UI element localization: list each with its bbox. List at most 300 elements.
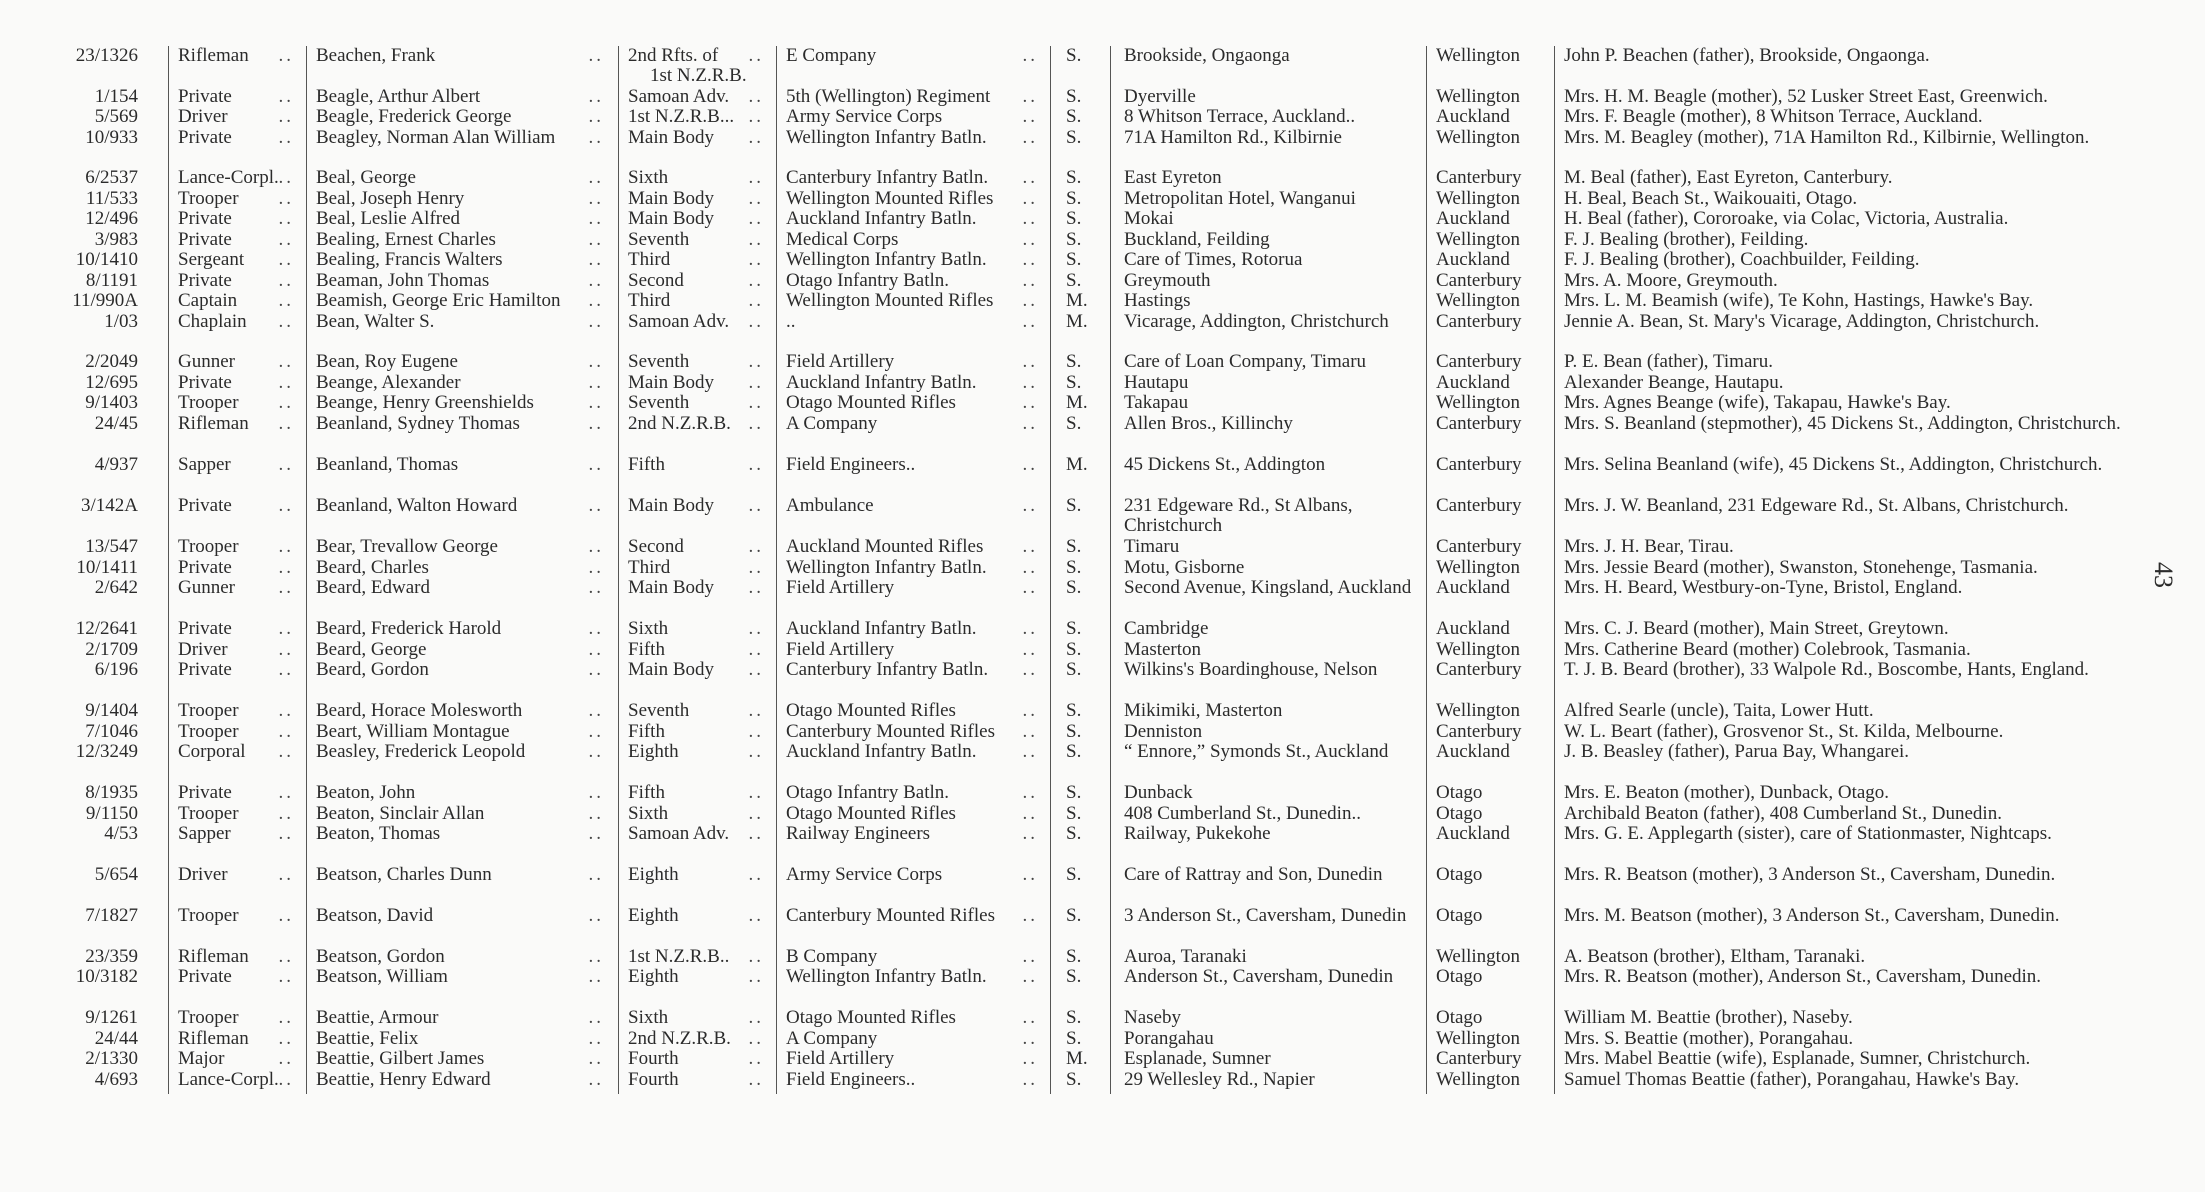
soldier-name: Beal, Joseph Henry .. <box>316 189 606 209</box>
roll-number: 23/1326 <box>75 45 138 66</box>
last-address: 408 Cumberland St., Dunedin.. <box>1124 803 1361 824</box>
draft: Sixth .. <box>628 804 766 824</box>
marital-status: S. <box>1066 905 1082 926</box>
draft: Samoan Adv. .. <box>628 87 766 107</box>
draft: Eighth .. <box>628 967 766 987</box>
soldier-name: Beatson, William .. <box>316 967 606 987</box>
unit: Auckland Infantry Batln. .. <box>786 742 1040 762</box>
unit: Field Artillery .. <box>786 1049 1040 1069</box>
rank: Corporal .. <box>178 742 296 762</box>
unit: E Company .. <box>786 46 1040 66</box>
roll-number: 10/3182 <box>75 966 138 987</box>
next-of-kin: Alexander Beange, Hautapu. <box>1564 372 1784 393</box>
last-address: Care of Rattray and Son, Dunedin <box>1124 864 1383 885</box>
soldier-name: Beattie, Felix .. <box>316 1029 606 1049</box>
last-address: Naseby <box>1124 1007 1181 1028</box>
roll-number: 9/1150 <box>85 803 138 824</box>
marital-status: S. <box>1066 1007 1082 1028</box>
district: Otago <box>1436 864 1483 885</box>
page-number: 43 <box>2149 562 2178 588</box>
column-rule <box>1426 46 1427 1094</box>
unit: Auckland Infantry Batln. .. <box>786 373 1040 393</box>
soldier-name: Bean, Roy Eugene .. <box>316 352 606 372</box>
unit: Army Service Corps .. <box>786 107 1040 127</box>
unit: Field Artillery .. <box>786 578 1040 598</box>
unit: A Company .. <box>786 1029 1040 1049</box>
draft: Fifth .. <box>628 722 766 742</box>
district: Auckland <box>1436 208 1510 229</box>
next-of-kin: William M. Beattie (brother), Naseby. <box>1564 1007 1853 1028</box>
roll-number: 8/1935 <box>85 782 138 803</box>
last-address: Motu, Gisborne <box>1124 557 1245 578</box>
rank: Private .. <box>178 87 296 107</box>
rank: Trooper .. <box>178 189 296 209</box>
rank: Trooper .. <box>178 804 296 824</box>
soldier-name: Beaton, Sinclair Allan .. <box>316 804 606 824</box>
unit: Otago Mounted Rifles .. <box>786 701 1040 721</box>
draft: Seventh .. <box>628 230 766 250</box>
district: Auckland <box>1436 741 1510 762</box>
marital-status: S. <box>1066 45 1082 66</box>
column-rule <box>618 46 619 1094</box>
marital-status: M. <box>1066 290 1088 311</box>
marital-status: S. <box>1066 946 1082 967</box>
last-address: 231 Edgeware Rd., St Albans, Christchurch <box>1124 495 1353 537</box>
soldier-name: Beal, Leslie Alfred .. <box>316 209 606 229</box>
rank: Private .. <box>178 660 296 680</box>
roll-number: 1/03 <box>104 311 138 332</box>
next-of-kin: John P. Beachen (father), Brookside, Ongaonga. <box>1564 45 1930 66</box>
rank: Gunner .. <box>178 352 296 372</box>
next-of-kin: Mrs. H. M. Beagle (mother), 52 Lusker Street East, Greenwich. <box>1564 86 2048 107</box>
district: Auckland <box>1436 577 1510 598</box>
marital-status: S. <box>1066 106 1082 127</box>
soldier-name: Bear, Trevallow George .. <box>316 537 606 557</box>
rank: Trooper .. <box>178 393 296 413</box>
rank: Driver .. <box>178 865 296 885</box>
marital-status: S. <box>1066 639 1082 660</box>
unit: Wellington Infantry Batln. .. <box>786 967 1040 987</box>
column-rule <box>168 46 169 1094</box>
marital-status: S. <box>1066 577 1082 598</box>
rank: Major .. <box>178 1049 296 1069</box>
next-of-kin: Mrs. C. J. Beard (mother), Main Street, Greytown. <box>1564 618 1949 639</box>
soldier-name: Beattie, Gilbert James .. <box>316 1049 606 1069</box>
rank: Rifleman .. <box>178 414 296 434</box>
roll-number: 1/154 <box>94 86 138 107</box>
rank: Private .. <box>178 230 296 250</box>
district: Canterbury <box>1436 536 1522 557</box>
rank: Sapper .. <box>178 824 296 844</box>
marital-status: S. <box>1066 741 1082 762</box>
draft: Sixth .. <box>628 619 766 639</box>
last-address: 29 Wellesley Rd., Napier <box>1124 1069 1315 1090</box>
unit: Auckland Mounted Rifles .. <box>786 537 1040 557</box>
last-address: Railway, Pukekohe <box>1124 823 1271 844</box>
marital-status: S. <box>1066 270 1082 291</box>
rank: Gunner .. <box>178 578 296 598</box>
soldier-name: Beagle, Arthur Albert .. <box>316 87 606 107</box>
soldier-name: Beatson, Gordon .. <box>316 947 606 967</box>
roll-number: 24/45 <box>94 413 138 434</box>
roll-number: 6/2537 <box>85 167 138 188</box>
draft: Main Body .. <box>628 128 766 148</box>
unit: Field Engineers.. .. <box>786 455 1040 475</box>
last-address: Auroa, Taranaki <box>1124 946 1247 967</box>
soldier-name: Beart, William Montague .. <box>316 722 606 742</box>
draft: Third .. <box>628 250 766 270</box>
unit: .. .. <box>786 312 1040 332</box>
next-of-kin: Mrs. Agnes Beange (wife), Takapau, Hawke's Bay. <box>1564 392 1951 413</box>
next-of-kin: F. J. Bealing (brother), Feilding. <box>1564 229 1809 250</box>
rank: Trooper .. <box>178 906 296 926</box>
rank: Trooper .. <box>178 1008 296 1028</box>
last-address: Cambridge <box>1124 618 1209 639</box>
last-address: Wilkins's Boardinghouse, Nelson <box>1124 659 1378 680</box>
rank: Driver .. <box>178 107 296 127</box>
soldier-name: Beaton, John .. <box>316 783 606 803</box>
draft: Samoan Adv. .. <box>628 312 766 332</box>
rank: Private .. <box>178 271 296 291</box>
unit: Otago Mounted Rifles .. <box>786 393 1040 413</box>
next-of-kin: A. Beatson (brother), Eltham, Taranaki. <box>1564 946 1866 967</box>
last-address: Mokai <box>1124 208 1174 229</box>
roll-number: 4/53 <box>104 823 138 844</box>
next-of-kin: Mrs. J. W. Beanland, 231 Edgeware Rd., St. Albans, Christchurch. <box>1564 495 2069 516</box>
marital-status: M. <box>1066 1048 1088 1069</box>
unit: Otago Infantry Batln. .. <box>786 271 1040 291</box>
soldier-name: Beard, George .. <box>316 640 606 660</box>
draft: Main Body .. <box>628 496 766 516</box>
roll-number: 3/142A <box>81 495 138 516</box>
district: Auckland <box>1436 106 1510 127</box>
draft: Main Body .. <box>628 189 766 209</box>
rank: Sergeant .. <box>178 250 296 270</box>
marital-status: S. <box>1066 557 1082 578</box>
rank: Lance-Corpl. .. <box>178 168 296 188</box>
last-address: Dyerville <box>1124 86 1196 107</box>
unit: Ambulance .. <box>786 496 1040 516</box>
draft: Sixth .. <box>628 1008 766 1028</box>
roll-number: 5/654 <box>94 864 138 885</box>
marital-status: S. <box>1066 208 1082 229</box>
soldier-name: Beaman, John Thomas .. <box>316 271 606 291</box>
last-address: “ Ennore,” Symonds St., Auckland <box>1124 741 1389 762</box>
district: Canterbury <box>1436 721 1522 742</box>
unit: A Company .. <box>786 414 1040 434</box>
last-address: East Eyreton <box>1124 167 1222 188</box>
next-of-kin: Mrs. F. Beagle (mother), 8 Whitson Terrace, Auckland. <box>1564 106 1983 127</box>
district: Wellington <box>1436 127 1520 148</box>
roll-number: 11/990A <box>72 290 138 311</box>
soldier-name: Beattie, Henry Edward .. <box>316 1070 606 1090</box>
roll-number: 2/1709 <box>85 639 138 660</box>
soldier-name: Bealing, Francis Walters .. <box>316 250 606 270</box>
next-of-kin: Mrs. Catherine Beard (mother) Colebrook, Tasmania. <box>1564 639 1971 660</box>
soldier-name: Beard, Charles .. <box>316 558 606 578</box>
district: Otago <box>1436 966 1483 987</box>
next-of-kin: Mrs. Mabel Beattie (wife), Esplanade, Sumner, Christchurch. <box>1564 1048 2031 1069</box>
marital-status: S. <box>1066 721 1082 742</box>
marital-status: S. <box>1066 1028 1082 1049</box>
marital-status: S. <box>1066 618 1082 639</box>
roll-number: 9/1404 <box>85 700 138 721</box>
draft: Eighth .. <box>628 906 766 926</box>
draft: Third .. <box>628 558 766 578</box>
marital-status: S. <box>1066 1069 1082 1090</box>
unit: Wellington Mounted Rifles .. <box>786 291 1040 311</box>
marital-status: S. <box>1066 249 1082 270</box>
last-address: Brookside, Ongaonga <box>1124 45 1290 66</box>
next-of-kin: Alfred Searle (uncle), Taita, Lower Hutt. <box>1564 700 1874 721</box>
district: Wellington <box>1436 86 1520 107</box>
roll-number: 11/533 <box>85 188 138 209</box>
unit: Otago Infantry Batln. .. <box>786 783 1040 803</box>
marital-status: S. <box>1066 823 1082 844</box>
soldier-name: Beagle, Frederick George .. <box>316 107 606 127</box>
roll-number: 10/933 <box>85 127 138 148</box>
marital-status: S. <box>1066 167 1082 188</box>
marital-status: S. <box>1066 413 1082 434</box>
soldier-name: Beard, Horace Molesworth .. <box>316 701 606 721</box>
next-of-kin: Mrs. H. Beard, Westbury-on-Tyne, Bristol, England. <box>1564 577 1963 598</box>
last-address: Dunback <box>1124 782 1193 803</box>
draft: Eighth .. <box>628 865 766 885</box>
soldier-name: Beal, George .. <box>316 168 606 188</box>
district: Canterbury <box>1436 1048 1522 1069</box>
column-rule <box>306 46 307 1094</box>
last-address: Buckland, Feilding <box>1124 229 1270 250</box>
rank: Private .. <box>178 128 296 148</box>
next-of-kin: Mrs. M. Beagley (mother), 71A Hamilton Rd., Kilbirnie, Wellington. <box>1564 127 2090 148</box>
last-address: Allen Bros., Killinchy <box>1124 413 1293 434</box>
soldier-name: Beanland, Thomas .. <box>316 455 606 475</box>
district: Canterbury <box>1436 351 1522 372</box>
next-of-kin: Mrs. R. Beatson (mother), 3 Anderson St., Caversham, Dunedin. <box>1564 864 2056 885</box>
rank: Chaplain .. <box>178 312 296 332</box>
next-of-kin: Mrs. S. Beattie (mother), Porangahau. <box>1564 1028 1854 1049</box>
roll-number: 8/1191 <box>85 270 138 291</box>
roll-number: 4/693 <box>94 1069 138 1090</box>
last-address: Hastings <box>1124 290 1191 311</box>
soldier-name: Beanland, Sydney Thomas .. <box>316 414 606 434</box>
last-address: 71A Hamilton Rd., Kilbirnie <box>1124 127 1342 148</box>
rank: Trooper .. <box>178 701 296 721</box>
district: Otago <box>1436 905 1483 926</box>
soldier-name: Beatson, Charles Dunn .. <box>316 865 606 885</box>
marital-status: S. <box>1066 229 1082 250</box>
district: Wellington <box>1436 1069 1520 1090</box>
marital-status: S. <box>1066 188 1082 209</box>
marital-status: S. <box>1066 86 1082 107</box>
district: Wellington <box>1436 290 1520 311</box>
last-address: Hautapu <box>1124 372 1189 393</box>
unit: Field Artillery .. <box>786 640 1040 660</box>
roll-number: 2/642 <box>94 577 138 598</box>
next-of-kin: H. Beal (father), Cororoake, via Colac, Victoria, Australia. <box>1564 208 2009 229</box>
soldier-name: Beanland, Walton Howard .. <box>316 496 606 516</box>
district: Auckland <box>1436 823 1510 844</box>
rank: Private .. <box>178 783 296 803</box>
last-address: Mikimiki, Masterton <box>1124 700 1283 721</box>
next-of-kin: Jennie A. Bean, St. Mary's Vicarage, Addington, Christchurch. <box>1564 311 2040 332</box>
soldier-name: Beachen, Frank .. <box>316 46 606 66</box>
soldier-name: Beange, Alexander .. <box>316 373 606 393</box>
roll-number: 6/196 <box>94 659 138 680</box>
rank: Private .. <box>178 619 296 639</box>
next-of-kin: W. L. Beart (father), Grosvenor St., St. Kilda, Melbourne. <box>1564 721 2004 742</box>
next-of-kin: Archibald Beaton (father), 408 Cumberland St., Dunedin. <box>1564 803 2002 824</box>
marital-status: S. <box>1066 127 1082 148</box>
draft: Fifth .. <box>628 783 766 803</box>
marital-status: S. <box>1066 700 1082 721</box>
rank: Private .. <box>178 373 296 393</box>
rank: Private .. <box>178 967 296 987</box>
last-address: Porangahau <box>1124 1028 1214 1049</box>
draft: Samoan Adv. .. <box>628 824 766 844</box>
next-of-kin: Mrs. M. Beatson (mother), 3 Anderson St., Caversham, Dunedin. <box>1564 905 2060 926</box>
roll-number: 24/44 <box>94 1028 138 1049</box>
draft: Seventh .. <box>628 393 766 413</box>
roll-number: 12/695 <box>85 372 138 393</box>
rank: Sapper .. <box>178 455 296 475</box>
soldier-name: Beagley, Norman Alan William .. <box>316 128 606 148</box>
marital-status: S. <box>1066 351 1082 372</box>
district: Wellington <box>1436 946 1520 967</box>
marital-status: S. <box>1066 864 1082 885</box>
next-of-kin: Mrs. E. Beaton (mother), Dunback, Otago. <box>1564 782 1890 803</box>
unit: Wellington Infantry Batln. .. <box>786 250 1040 270</box>
soldier-name: Beard, Frederick Harold .. <box>316 619 606 639</box>
district: Auckland <box>1436 249 1510 270</box>
last-address: Metropolitan Hotel, Wanganui <box>1124 188 1356 209</box>
unit: Otago Mounted Rifles .. <box>786 804 1040 824</box>
last-address: 45 Dickens St., Addington <box>1124 454 1326 475</box>
last-address: Care of Times, Rotorua <box>1124 249 1303 270</box>
soldier-name: Beamish, George Eric Hamilton .. <box>316 291 606 311</box>
district: Canterbury <box>1436 311 1522 332</box>
marital-status: S. <box>1066 803 1082 824</box>
next-of-kin: Mrs. L. M. Beamish (wife), Te Kohn, Hastings, Hawke's Bay. <box>1564 290 2034 311</box>
draft: Main Body .. <box>628 660 766 680</box>
next-of-kin: T. J. B. Beard (brother), 33 Walpole Rd., Boscombe, Hants, England. <box>1564 659 2089 680</box>
rank: Trooper .. <box>178 722 296 742</box>
draft: Fourth .. <box>628 1070 766 1090</box>
district: Canterbury <box>1436 167 1522 188</box>
roll-number: 7/1827 <box>85 905 138 926</box>
district: Canterbury <box>1436 659 1522 680</box>
district: Wellington <box>1436 229 1520 250</box>
roll-number: 9/1403 <box>85 392 138 413</box>
district: Wellington <box>1436 700 1520 721</box>
soldier-name: Beattie, Armour .. <box>316 1008 606 1028</box>
roll-number: 10/1411 <box>76 557 138 578</box>
marital-status: S. <box>1066 966 1082 987</box>
marital-status: S. <box>1066 495 1082 516</box>
district: Wellington <box>1436 188 1520 209</box>
soldier-name: Beasley, Frederick Leopold .. <box>316 742 606 762</box>
draft: Third .. <box>628 291 766 311</box>
unit: Railway Engineers .. <box>786 824 1040 844</box>
marital-status: S. <box>1066 536 1082 557</box>
draft: Eighth .. <box>628 742 766 762</box>
district: Auckland <box>1436 372 1510 393</box>
soldier-name: Beard, Edward .. <box>316 578 606 598</box>
column-rule <box>1110 46 1111 1094</box>
draft: Seventh .. <box>628 701 766 721</box>
draft: 1st N.Z.R.B... .. <box>628 107 766 127</box>
draft: 1st N.Z.R.B.. .. <box>628 947 766 967</box>
rank: Rifleman .. <box>178 947 296 967</box>
soldier-name: Bealing, Ernest Charles .. <box>316 230 606 250</box>
next-of-kin: P. E. Bean (father), Timaru. <box>1564 351 1773 372</box>
district: Wellington <box>1436 639 1520 660</box>
last-address: Care of Loan Company, Timaru <box>1124 351 1367 372</box>
draft: Fifth .. <box>628 455 766 475</box>
roll-number: 5/569 <box>94 106 138 127</box>
roll-number: 10/1410 <box>75 249 138 270</box>
roll-number: 2/2049 <box>85 351 138 372</box>
last-address: Greymouth <box>1124 270 1211 291</box>
roll-number: 4/937 <box>94 454 138 475</box>
unit: Canterbury Infantry Batln. .. <box>786 168 1040 188</box>
rank: Private .. <box>178 558 296 578</box>
roll-number: 13/547 <box>85 536 138 557</box>
marital-status: S. <box>1066 782 1082 803</box>
roll-number: 7/1046 <box>85 721 138 742</box>
next-of-kin: Mrs. Selina Beanland (wife), 45 Dickens St., Addington, Christchurch. <box>1564 454 2103 475</box>
draft: 2nd N.Z.R.B. .. <box>628 1029 766 1049</box>
draft: Seventh .. <box>628 352 766 372</box>
unit: Otago Mounted Rifles .. <box>786 1008 1040 1028</box>
roll-number: 12/496 <box>85 208 138 229</box>
draft: 2nd N.Z.R.B. .. <box>628 414 766 434</box>
rank: Rifleman .. <box>178 1029 296 1049</box>
unit: Auckland Infantry Batln. .. <box>786 619 1040 639</box>
roll-number: 2/1330 <box>85 1048 138 1069</box>
draft <box>628 46 766 87</box>
unit: Field Artillery .. <box>786 352 1040 372</box>
unit: Canterbury Mounted Rifles .. <box>786 722 1040 742</box>
rank: Lance-Corpl. .. <box>178 1070 296 1090</box>
rank: Captain .. <box>178 291 296 311</box>
rank: Rifleman .. <box>178 46 296 66</box>
unit: Wellington Infantry Batln. .. <box>786 128 1040 148</box>
unit: Auckland Infantry Batln. .. <box>786 209 1040 229</box>
district: Otago <box>1436 782 1483 803</box>
unit: Medical Corps .. <box>786 230 1040 250</box>
unit: B Company .. <box>786 947 1040 967</box>
rank: Private .. <box>178 209 296 229</box>
unit: Wellington Mounted Rifles .. <box>786 189 1040 209</box>
column-rule <box>1050 46 1051 1094</box>
unit: Army Service Corps .. <box>786 865 1040 885</box>
draft: Second .. <box>628 271 766 291</box>
next-of-kin: Samuel Thomas Beattie (father), Porangahau, Hawke's Bay. <box>1564 1069 2020 1090</box>
district: Canterbury <box>1436 270 1522 291</box>
marital-status: S. <box>1066 372 1082 393</box>
roll-number: 12/3249 <box>75 741 138 762</box>
draft: Fifth .. <box>628 640 766 660</box>
next-of-kin: M. Beal (father), East Eyreton, Canterbury. <box>1564 167 1893 188</box>
district: Otago <box>1436 1007 1483 1028</box>
marital-status: S. <box>1066 659 1082 680</box>
draft: Second .. <box>628 537 766 557</box>
last-address: Esplanade, Sumner <box>1124 1048 1271 1069</box>
district: Auckland <box>1436 618 1510 639</box>
district: Wellington <box>1436 557 1520 578</box>
roll-number: 12/2641 <box>75 618 138 639</box>
